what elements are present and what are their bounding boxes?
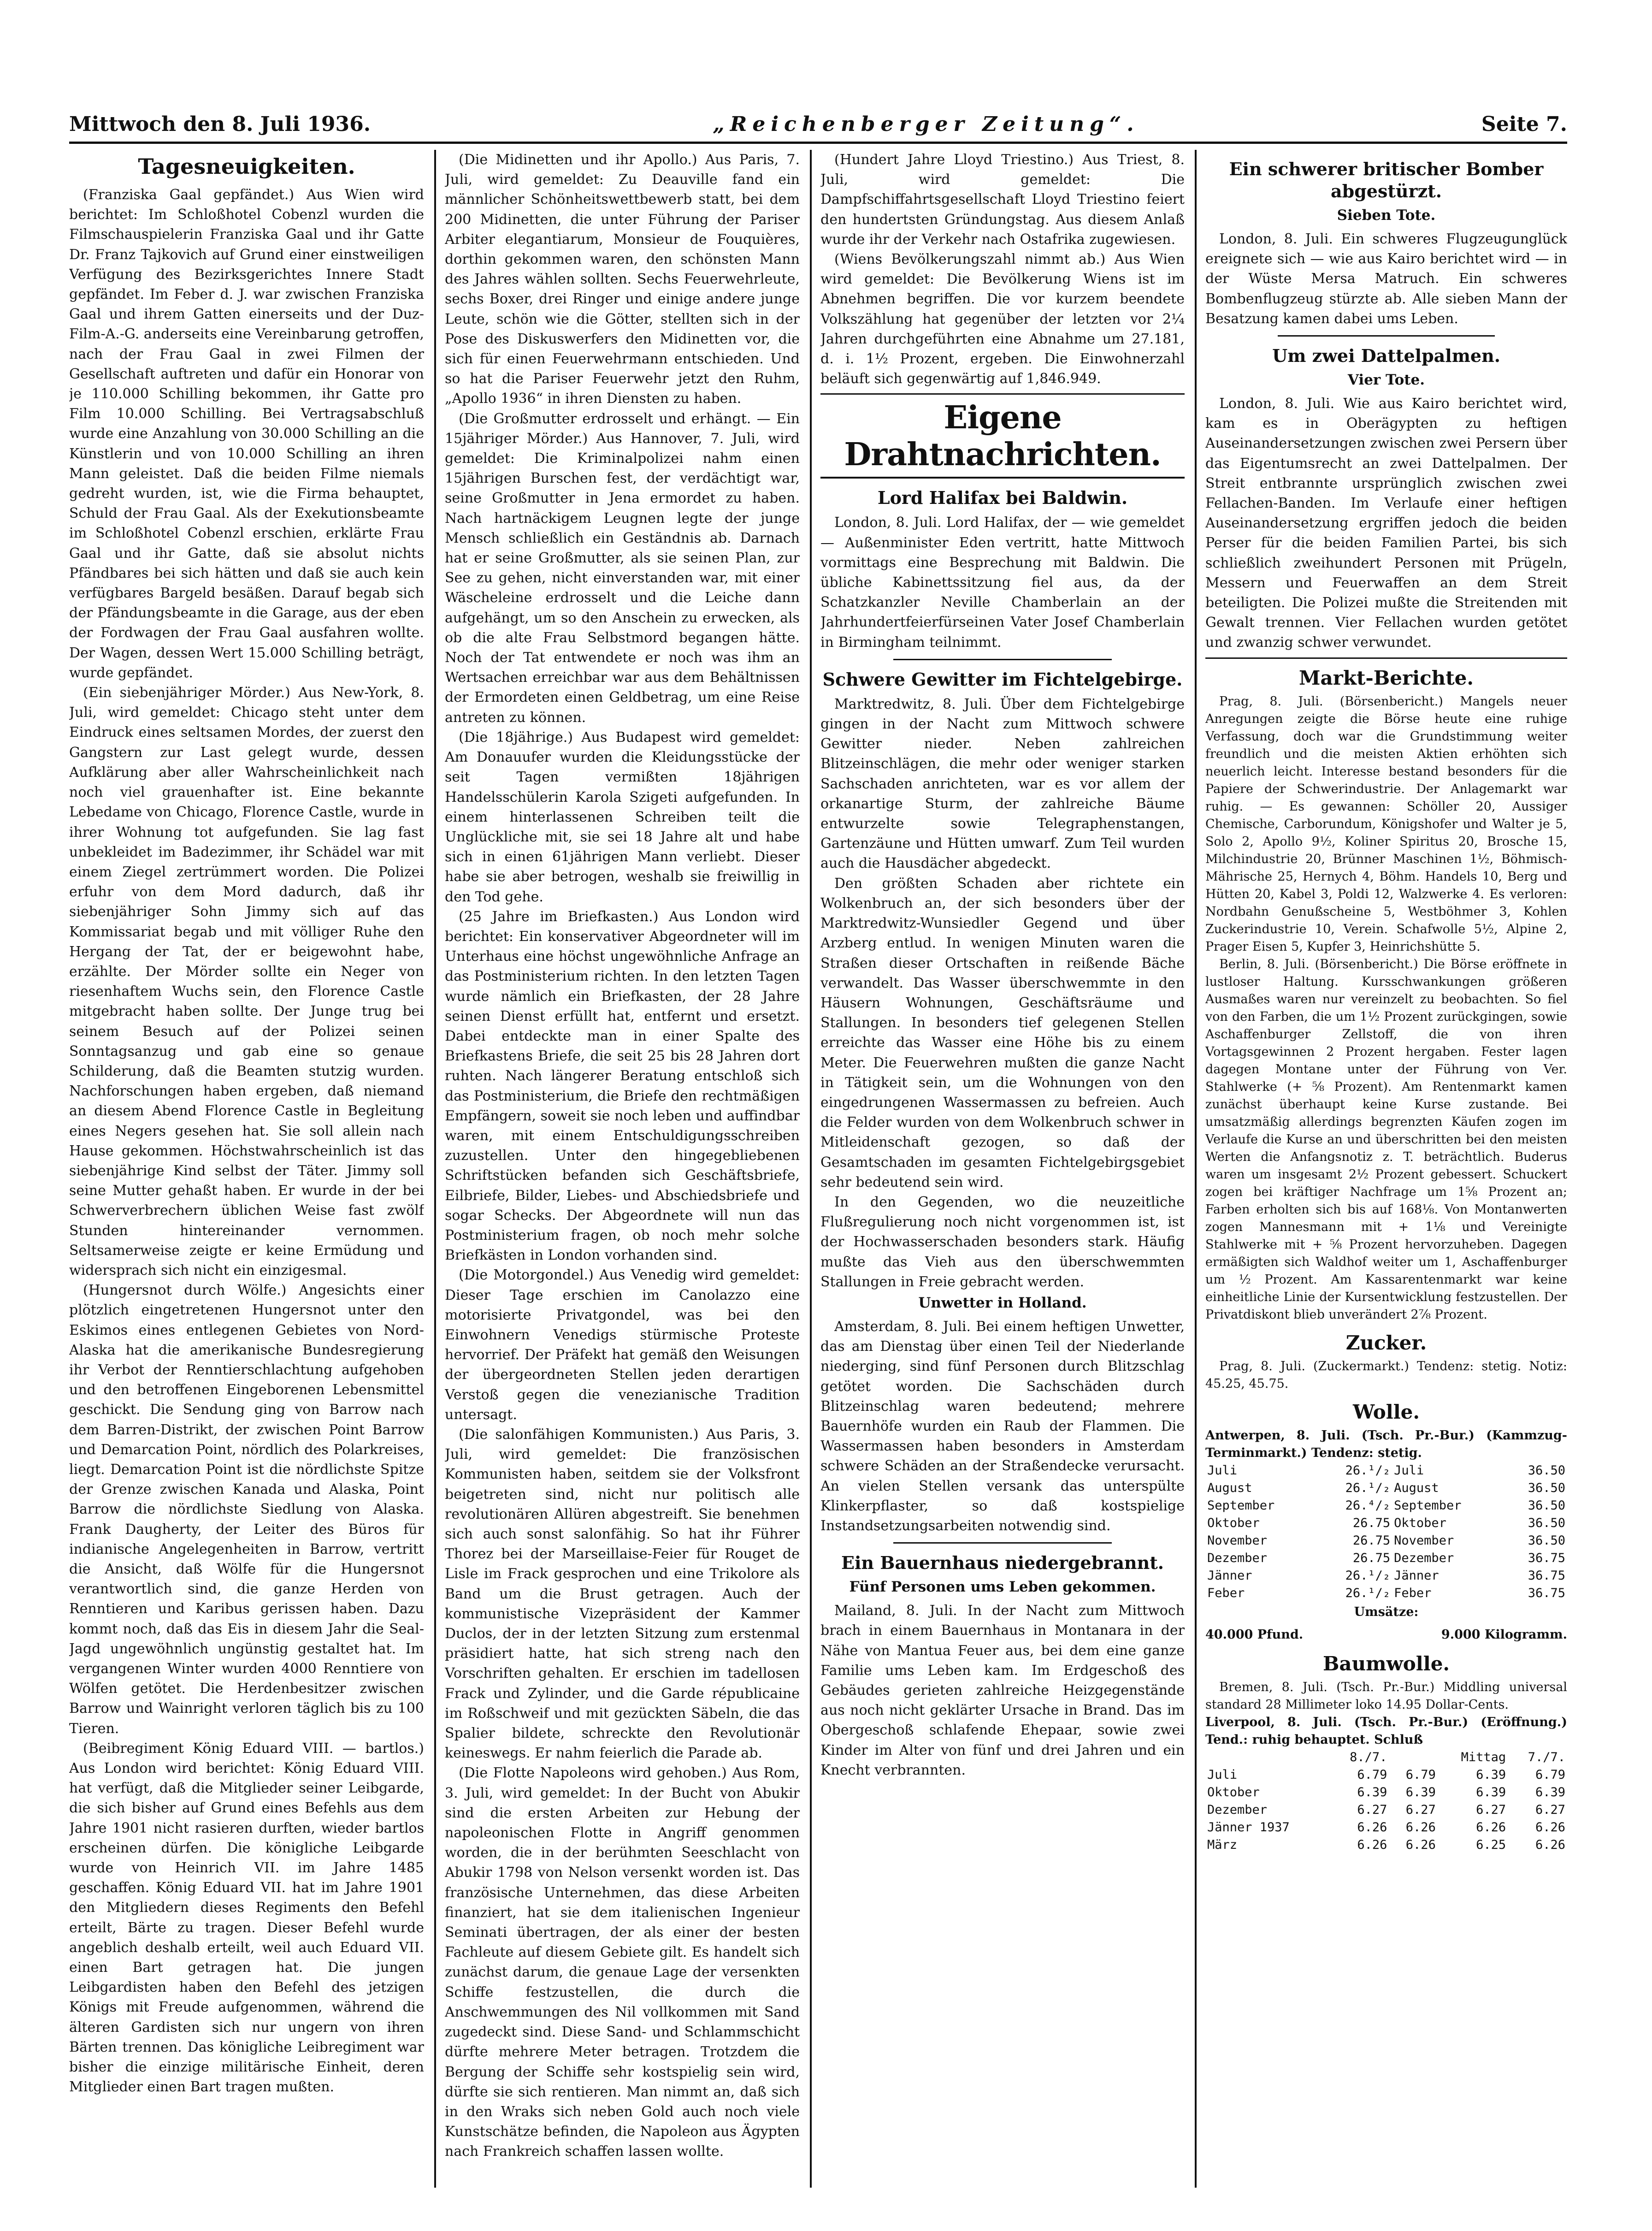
headline-bauernhaus: Ein Bauernhaus niedergebrannt.: [841, 1552, 1164, 1574]
article-bauernhaus: Mailand, 8. Juli. In der Nacht zum Mittwoch brach in einem Bauernhaus in Montanara in der Nähe von Mantua Feuer aus, bei dem eine ganze Familie ums Leben kam. Im Erdgeschoß des Gebäudes gerieten zahlreiche Heizgegenstände aus noch nicht geklärter Ursache in Brand. Das im Obergeschoß schlafende Ehepaar, sowie zwei Kinder im Alter von fünf und drei Jahren und ein Knecht verbrannten.: [820, 1603, 1185, 1778]
section-title-tagesneuigkeiten: Tagesneuigkeiten.: [138, 154, 355, 179]
umsaetze-label: Umsätze:: [1354, 1604, 1419, 1619]
liverpool-cell: 6.27: [1476, 1803, 1506, 1817]
wolle-cell: September: [1394, 1498, 1462, 1513]
column-1: [69, 150, 424, 2188]
wolle-cell: 36.75: [1528, 1550, 1565, 1565]
headline-dattelpalmen: Um zwei Dattelpalmen.: [1272, 345, 1500, 367]
wolle-cell: September: [1207, 1498, 1275, 1513]
article-leibregiment: (Beibregiment König Eduard VIII. — bartlos.) Aus London wird berichtet: König Eduard VIII. hat verfügt, daß die Mitglieder seiner Leibgarde, die sich bisher auf Grund eines Befehls aus dem Jahre 1901 nicht rasieren durften, wieder bartlos erscheinen dürfen. Die königliche Leibgarde wurde von Heinrich VII. im Jahre 1485 geschaffen. König Eduard VII. hat im Jahre 1901 den Mitgliedern dieses Regiments den Befehl erteilt, Bärte zu tragen. Dieser Befehl wurde angeblich deshalb erteilt, weil auch Eduard VII. einen Bart getragen hat. Die jungen Leibgardisten haben den Befehl des jetzigen Königs mit Freude aufgenommen, während die älteren Gardisten sich nur ungern von ihren Bärten trennen. Das königliche Leibregiment war bisher die einzige militärische Einheit, deren Mitglieder einen Bart tragen mußten.: [69, 1740, 424, 2095]
wolle-cell: August: [1207, 1480, 1252, 1495]
wolle-row: [1205, 1462, 1567, 1479]
article-gaal: (Franziska Gaal gepfändet.) Aus Wien wird berichtet: Im Schloßhotel Cobenzl wurden die Filmschauspielerin Franziska Gaal und ihr Gatte Dr. Franz Tajkovich auf Grund einer einstweiligen Verfügung des Bezirksgerichtes Innere Stadt gepfändet. Im Feber d. J. war zwischen Franziska Gaal und ihrem Gatten einerseits und der Duz-Film-A.-G. anderseits eine Vereinbarung getroffen, nach der Frau Gaal in zwei Filmen der Gesellschaft auftreten und dafür ein Honorar von je 110.000 Schilling bekommen, ihr Gatte pro Film 10.000 Schilling. Bei Vertragsabschluß wurde eine Anzahlung von 30.000 Schilling an die Künstlerin und von 10.000 Schilling an ihren Mann geleistet. Daß die beiden Filme niemals gedreht wurden, ist, wie die Firma behauptet, Schuld der Frau Gaal. Als der Exekutionsbeamte im Schloßhotel Cobenzl erschien, erklärte Frau Gaal und ihr Gatte, daß sie absolut nichts Pfändbares bei sich hätten und daß sie auch kein verfügbares Bargeld besäßen. Darauf begab sich der Pfändungsbeamte in die Garage, aus der eben der Fordwagen der Frau Gaal ausfahren wollte. Der Wagen, dessen Wert 15.000 Schilling beträgt, wurde gepfändet.: [69, 187, 424, 681]
wolle-cell: Juli: [1207, 1463, 1238, 1478]
page-header: [69, 104, 1567, 136]
article-hungersnot: (Hungersnot durch Wölfe.) Angesichts einer plötzlich eingetretenen Hungersnot unter den Eskimos eines entlegenen Gebietes von Nord-Alaska hat die amerikanische Bundesregierung ihr Verbot der Renntierschlachtung aufgehoben und den betroffenen Eingeborenen Lebensmittel geschickt. Die Sendung ging von Barrow nach dem Barren-Distrikt, der zwischen Point Barrow und Demarcation Point, nördlich des Polarkreises, liegt. Demarcation Point ist die nördlichste Spitze der Grenze zwischen Kanada und Alaska, Point Barrow die nördlichste Siedlung von Alaska. Frank Daugherty, der Leiter des Büros für indianische Angelegenheiten in Barrow, vertritt die Ansicht, daß Wölfe für die Hungersnot verantwortlich sind, die ganze Herden von Renntieren und Karibus gerissen haben. Dazu kommt noch, daß das Eis in diesem Jahr die Seal-Jagd ungewöhnlich ungünstig gestaltet hat. Im vergangenen Winter wurden 4000 Renntiere von Wölfen getötet. Die Herdenbesitzer zwischen Barrow und Wainright verloren täglich bis zu 100 Tieren.: [69, 1282, 424, 1737]
wolle-cell: November: [1207, 1533, 1268, 1548]
headline-holland: Unwetter in Holland.: [918, 1294, 1087, 1311]
liverpool-row: [1205, 1801, 1567, 1819]
banner-drahtnachrichten: Eigene Drahtnachrichten.: [820, 399, 1185, 479]
wolle-cell: 26.¹/₂: [1345, 1568, 1391, 1583]
liverpool-cell: 6.26: [1357, 1820, 1387, 1835]
liverpool-cell: März: [1207, 1838, 1238, 1852]
article-kommunisten: (Die salonfähigen Kommunisten.) Aus Paris, 3. Juli, wird gemeldet: Die französischen Kommunisten haben, seitdem sie der Volksfront beigetreten sind, nicht nur politisch alle revolutionären Allüren abgestreift. Sie benehmen sich auch sonst salonfähig. So hat ihr Führer Thorez bei der Marseillaise-Feier für Rouget de Lisle im Frack gesprochen und eine Trikolore als Band um die Brust getragen. Auch der kommunistische Vizepräsident der Kammer Duclos, der in der letzten Sitzung zum erstenmal präsidiert hatte, hat sich streng nach den Vorschriften gehalten. Er erschien im tadellosen Frack und Zylinder, und die Garde républicaine im Roßschweif und mit gezückten Säbeln, die das Spalier bildete, schreckte den Revolutionär keineswegs. Er nahm feierlich die Parade ab.: [445, 1426, 800, 1762]
divider: [820, 393, 1185, 395]
article-dattelpalmen: London, 8. Juli. Wie aus Kairo berichtet wird, kam es in Oberägypten zu heftigen Auseinandersetzungen zwischen zwei Persern über das Eigentumsrecht an zwei Dattelpalmen. Der Streit entbrannte ursprünglich zwischen zwei Fellachen-Banden. Im Verlaufe einer heftigen Auseinandersetzung ergriffen jedoch die beiden Perser für die beiden Familien Partei, bis sich schließlich zweihundert Personen mit Prügeln, Messern und Feuerwaffen an dem Streit beteiligten. Die Polizei mußte die Streitenden mit Gewalt trennen. Vier Fellachen wurden getötet und zwanzig schwer verwundet.: [1205, 396, 1567, 651]
article-flotte-napoleons: (Die Flotte Napoleons wird gehoben.) Aus Rom, 3. Juli, wird gemeldet: In der Bucht von Abukir sind die ersten Arbeiten zur Hebung der napoleonischen Flotte in Angriff genommen worden, die in der berühmten Seeschlacht von Abukir 1798 von Nelson versenkt worden ist. Das französische Unternehmen, das diese Arbeiten finanziert, hat sie dem italienischen Ingenieur Seminati übertragen, der als einer der besten Fachleute auf diesem Gebiete gilt. Es handelt sich zunächst darum, die genaue Lage der versenkten Schiffe festzustellen, die durch die Anschwemmungen des Nil vollkommen mit Sand zugedeckt sind. Diese Sand- und Schlammschicht dürfte mehrere Meter betragen. Trotzdem die Bergung der Schiffe sehr kostspielig sein wird, dürfte sie sich rentieren. Man nimmt an, daß sich in den Wraks sich neben Gold auch noch viele Kunstschätze befinden, die Napoleon aus Ägypten nach Frankreich schaffen lassen wollte.: [445, 1765, 800, 2160]
article-wien-bevoelkerung: (Wiens Bevölkerungszahl nimmt ab.) Aus Wien wird gemeldet: Die Bevölkerung Wiens ist im Abnehmen begriffen. Die vor kurzem beendete Volkszählung hat gegenüber der letzten vor 2¼ Jahren durchgeführten eine Abnahme um 27.181, d. i. 1½ Prozent, ergeben. Die Einwohnerzahl beläuft sich gegenwärtig auf 1,846.949.: [820, 251, 1185, 387]
umsaetze-left: 40.000 Pfund.: [1205, 1627, 1304, 1642]
headline-zucker: Zucker.: [1345, 1331, 1427, 1354]
liverpool-cell: 6.26: [1535, 1820, 1565, 1835]
wolle-cell: 36.50: [1528, 1498, 1565, 1513]
newspaper-page: [69, 104, 1567, 2192]
wolle-cell: November: [1394, 1533, 1454, 1548]
header-page-number: Seite 7.: [1481, 112, 1567, 136]
wolle-cell: 26.¹/₂: [1345, 1586, 1391, 1600]
liverpool-cell: 6.26: [1405, 1838, 1436, 1852]
column-divider: [1195, 150, 1197, 2188]
wolle-cell: 26.75: [1352, 1550, 1391, 1565]
report-bremen: Bremen, 8. Juli. (Tsch. Pr.-Bur.) Middling universal standard 28 Millimeter loko 14.95 Dollar-Cents.: [1205, 1680, 1567, 1712]
umsaetze-row: [1205, 1625, 1567, 1645]
subhead-dattelpalmen: Vier Tote.: [1347, 372, 1425, 389]
wolle-cell: 36.50: [1528, 1533, 1565, 1548]
liverpool-col-header: 7./7.: [1528, 1750, 1565, 1765]
liverpool-table-head: Liverpool, 8. Juli. (Tsch. Pr.-Bur.) (Eröffnung.) Tend.: ruhig behauptet. Schluß: [1205, 1715, 1567, 1747]
report-zucker: Prag, 8. Juli. (Zuckermarkt.) Tendenz: stetig. Notiz: 45.25, 45.75.: [1205, 1359, 1567, 1391]
liverpool-row: [1205, 1766, 1567, 1784]
article-lloyd-triestino: (Hundert Jahre Lloyd Triestino.) Aus Triest, 8. Juli, wird gemeldet: Die Dampfschiffahrtsgesellschaft Lloyd Triestino feiert den hundertsten Gründungstag. Aus diesem Anlaß wurde ihr der Verkehr nach Ostafrika zugewiesen.: [820, 152, 1185, 248]
header-rule: [69, 142, 1567, 144]
wolle-cell: Feber: [1207, 1586, 1245, 1600]
wolle-cell: Dezember: [1394, 1550, 1454, 1565]
wolle-cell: Feber: [1394, 1586, 1432, 1600]
article-briefkasten: (25 Jahre im Briefkasten.) Aus London wird berichtet: Ein konservativer Abgeordneter will im Unterhaus eine höchst ungewöhnliche Anfrage an das Postministerium richten. In den letzten Tagen wurde nämlich ein Briefkasten, der 28 Jahre seinen Dienst erfüllt hat, entfernt und ersetzt. Dabei entdeckte man in einer Spalte des Briefkastens Briefe, die seit 25 bis 28 Jahren dort ruhten. Nach längerer Beratung entschloß sich das Postministerium, die Briefe den rechtmäßigen Empfängern, soweit sie noch leben und auffindbar waren, mit einem Entschuldigungsschreiben zuzustellen. Unter den hingegebliebenen Schriftstücken befanden sich Geschäftsbriefe, Eilbriefe, Bilder, Liebes- und Abschiedsbriefe und sogar Schecks. Der Abgeordnete will nun das Postministerium fragen, ob noch mehr solche Briefkästen in London vorhanden sind.: [445, 908, 800, 1264]
wolle-cell: Juli: [1394, 1463, 1424, 1478]
liverpool-cell: 6.26: [1357, 1838, 1387, 1852]
header-date: Mittwoch den 8. Juli 1936.: [69, 112, 371, 136]
article-gewitter-1: Marktredwitz, 8. Juli. Über dem Fichtelgebirge gingen in der Nacht zum Mittwoch schwere Gewitter nieder. Neben zahlreichen Blitzeinschlägen, die mehr oder weniger starken Sachschaden anrichteten, war es vor allem der orkanartige Sturm, der zahlreiche Bäume entwurzelte sowie Telegraphenstangen, Gartenzäune und Hütten umwarf. Zum Teil wurden auch die Hausdächer abgedeckt.: [820, 696, 1185, 872]
article-moerder: (Ein siebenjähriger Mörder.) Aus New-York, 8. Juli, wird gemeldet: Chicago steht unter dem Eindruck eines seltsamen Mordes, der zuerst den Gangstern zur Last gelegt wurde, dessen Aufklärung aber aller Wahrscheinlichkeit nach noch viel grauenhafter ist. Eine bekannte Lebedame von Chicago, Florence Castle, wurde in ihrer Wohnung tot aufgefunden. Sie lag fast unbekleidet im Badezimmer, ihr Schädel war mit einem Ziegel zertrümmert worden. Die Polizei erfuhr von dem Mord dadurch, daß ihr siebenjähriger Sohn Jimmy sich auf das Kommissariat begab und mit völliger Ruhe den Hergang der Tat, der er beigewohnt habe, erzählte. Der Mörder sollte ein Neger von riesenhaftem Wuchs sein, den Florence Castle mitgebracht haben sollte. Der Junge trug bei seinem Besuch auf der Polizei seinen Sonntagsanzug und gab eine so genaue Schilderung, daß die Beamten stutzig wurden. Nachforschungen haben ergeben, daß niemand an diesem Abend Florence Castle in Begleitung eines Negers gesehen hat. Sie soll allein nach Hause gekommen. Höchstwahrscheinlich ist das siebenjährige Kind selbst der Täter. Jimmy soll seine Mutter gehaßt haben. Er wurde in der bei Schwerverbrechern üblichen Weise fast zwölf Stunden hintereinander vernommen. Seltsamerweise zeigte er keine Ermüdung und widersprach sich nicht ein einzigesmal.: [69, 685, 424, 1278]
liverpool-cell: 6.25: [1476, 1838, 1506, 1852]
column-4: [1205, 150, 1567, 2188]
wolle-row: [1205, 1585, 1567, 1602]
divider: [1278, 335, 1495, 337]
wolle-cell: Jänner: [1207, 1568, 1252, 1583]
liverpool-cell: Jänner 1937: [1207, 1820, 1290, 1835]
liverpool-row: [1205, 1836, 1567, 1854]
wolle-cell: 26.¹/₂: [1345, 1463, 1391, 1478]
wolle-cell: 36.50: [1528, 1463, 1565, 1478]
article-18jaehrige: (Die 18jährige.) Aus Budapest wird gemeldet: Am Donauufer wurden die Kleidungsstücke der seit Tagen vermißten 18jährigen Handelsschülerin Karola Szigeti aufgefunden. In einem hinterlassenen Schreiben teilt die Unglückliche mit, sie sei 18 Jahre alt und habe sich in einen 61jährigen Mann verliebt. Dieser habe sie aber betrogen, weshalb sie freiwillig in den Tod gehe.: [445, 729, 800, 905]
divider: [893, 659, 1112, 660]
wolle-table: [1205, 1462, 1567, 1602]
liverpool-cell: Oktober: [1207, 1785, 1260, 1800]
headline-bomber: Ein schwerer britischer Bomber abgestürzt.: [1229, 159, 1544, 201]
liverpool-cell: 6.26: [1535, 1838, 1565, 1852]
wolle-cell: August: [1394, 1480, 1439, 1495]
headline-gewitter: Schwere Gewitter im Fichtelgebirge.: [822, 669, 1183, 690]
wolle-cell: 36.75: [1528, 1568, 1565, 1583]
divider: [1205, 657, 1567, 659]
divider: [893, 1542, 1112, 1544]
liverpool-cell: 6.27: [1405, 1803, 1436, 1817]
wolle-table-head: Antwerpen, 8. Juli. (Tsch. Pr.-Bur.) (Kammzug-Terminmarkt.) Tendenz: stetig.: [1205, 1428, 1567, 1460]
liverpool-cell: Dezember: [1207, 1803, 1268, 1817]
article-gewitter-2: Den größten Schaden aber richtete ein Wolkenbruch an, der sich besonders über der Marktredwitz-Wunsiedler Gegend und über Arzberg entlud. In wenigen Minuten waren die Straßen dieser Ortschaften in reißende Bäche verwandelt. Das Wasser überschwemmte in den Häusern Wohnungen, Geschäftsräume und Stallungen. In besonders tief gelegenen Stellen erreichte das Wasser eine Höhe bis zu einem Meter. Die Feuerwehren mußten die ganze Nacht in Tätigkeit sein, um die Wohnungen von den eingedrungenen Wassermassen zu befreien. Auch die Felder wurden von dem Wolkenbruch schwer in Mitleidenschaft gezogen, so daß der Gesamtschaden im gesamten Fichtelgebirgsgebiet sehr bedeutend sein wird.: [820, 875, 1185, 1190]
liverpool-row: [1205, 1784, 1567, 1801]
wolle-cell: Oktober: [1394, 1515, 1446, 1530]
liverpool-cell: 6.27: [1535, 1803, 1565, 1817]
wolle-cell: Jänner: [1394, 1568, 1439, 1583]
headline-wolle: Wolle.: [1352, 1400, 1420, 1423]
wolle-cell: Oktober: [1207, 1515, 1260, 1530]
liverpool-col-header: 8./7.: [1350, 1750, 1387, 1765]
wolle-cell: 26.¹/₂: [1345, 1480, 1391, 1495]
column-divider: [810, 150, 812, 2188]
liverpool-col-header: [1205, 1749, 1330, 1766]
wolle-cell: 26.75: [1352, 1515, 1391, 1530]
liverpool-cell: 6.79: [1357, 1768, 1387, 1782]
liverpool-cell: 6.27: [1357, 1803, 1387, 1817]
header-paper-name: „Reichenberger Zeitung“.: [713, 112, 1139, 136]
headline-baumwolle: Baumwolle.: [1322, 1652, 1450, 1675]
liverpool-cell: 6.39: [1476, 1785, 1506, 1800]
wolle-row: [1205, 1497, 1567, 1515]
umsaetze-right: 9.000 Kilogramm.: [1441, 1627, 1567, 1642]
liverpool-cell: 6.39: [1476, 1768, 1506, 1782]
wolle-row: [1205, 1532, 1567, 1550]
liverpool-cell: 6.26: [1476, 1820, 1506, 1835]
liverpool-cell: 6.39: [1535, 1785, 1565, 1800]
article-midinetten: (Die Midinetten und ihr Apollo.) Aus Paris, 7. Juli, wird gemeldet: Zu Deauville fand ein männlicher Schönheitswettbewerb statt, bei dem 200 Midinetten, die unter Führung der Pariser Arbiter elegantiarum, Monsieur de Fouquières, dorthin gekommen waren, den schönsten Mann des Jahres wählen sollten. Sechs Feuerwehrleute, sechs Boxer, drei Ringer und einige andere junge Leute, schön wie die Götter, stellten sich in der Pose des Diskuswerfers den Midinetten vor, die sich für einen Feuerwehrmann entschieden. Und so hat die Pariser Feuerwehr jetzt den Ruhm, „Apollo 1936“ in ihren Diensten zu haben.: [445, 152, 800, 407]
wolle-cell: 26.⁴/₂: [1345, 1498, 1391, 1513]
article-holland: Amsterdam, 8. Juli. Bei einem heftigen Unwetter, das am Dienstag über einen Teil der Niederlande niederging, sind fünf Personen durch Blitzschlag getötet worden. Die Sachschäden durch Blitzeinschlag waren bedeutend; mehrere Bauernhöfe wurden ein Raub der Flammen. Die Wassermassen haben besonders in Amsterdam schwere Schäden an der Straßendecke verursacht. An vielen Stellen versank das unterspülte Klinkerpflaster, so daß kostspielige Instandsetzungsarbeiten notwendig sind.: [820, 1318, 1185, 1534]
liverpool-cell: 6.79: [1405, 1768, 1436, 1782]
wolle-cell: 36.50: [1528, 1515, 1565, 1530]
wolle-cell: 36.75: [1528, 1586, 1565, 1600]
wolle-row: [1205, 1479, 1567, 1497]
article-bomber: London, 8. Juli. Ein schweres Flugzeugunglück ereignete sich — wie aus Kairo berichtet wird — in der Wüste Mersa Matruch. Ein schweres Bombenflugzeug stürzte ab. Alle sieben Mann der Besatzung kamen dabei ums Leben.: [1205, 231, 1567, 327]
wolle-row: [1205, 1515, 1567, 1532]
wolle-cell: 26.75: [1352, 1533, 1391, 1548]
liverpool-col-header: [1389, 1749, 1437, 1766]
column-2: [445, 150, 800, 2188]
headline-halifax: Lord Halifax bei Baldwin.: [877, 487, 1128, 509]
article-gewitter-3: In den Gegenden, wo die neuzeitliche Flußregulierung noch nicht vorgenommen ist, ist der Hochwasserschaden besonders stark. Häufig mußte das Vieh aus den überschwemmten Stallungen in Freie gebracht werden.: [820, 1194, 1185, 1290]
article-grossmutter: (Die Großmutter erdrosselt und erhängt. — Ein 15jähriger Mörder.) Aus Hannover, 7. Juli, wird gemeldet: Die Kriminalpolizei nahm einen 15jährigen Burschen fest, der verdächtigt war, seine Großmutter in Jena ermordet zu haben. Nach hartnäckigem Leugnen legte der junge Mensch schließlich ein Geständnis ab. Darnach hat er seine Großmutter, als sie seinen Plan, zur See zu gehen, nicht einverstanden war, mit einer Wäscheleine erdrosselt und die Leiche dann aufgehängt, um so den Anschein zu erwecken, als ob die alte Frau Selbstmord begangen hätte. Noch der Tat entwendete er noch was ihm an Wertsachen erreichbar war aus dem Behältnissen der Ermordeten einen Geldbetrag, um eine Reise antreten zu können.: [445, 410, 800, 726]
column-3: [820, 150, 1185, 2188]
headline-marktberichte: Markt-Berichte.: [1299, 666, 1474, 689]
liverpool-row: [1205, 1819, 1567, 1836]
column-divider: [434, 150, 436, 2188]
report-prag-boerse: Prag, 8. Juli. (Börsenbericht.) Mangels neuer Anregungen zeigte die Börse heute eine ruhige Verfassung, doch war die Grundstimmung weiter freundlich und die meisten Aktien erhöhten sich neuerlich leicht. Interesse bestand besonders für die Papiere der Schwerindustrie. Der Anlagemarkt war ruhig. — Es gewannen: Schöller 20, Aussiger Chemische, Carborundum, Königshofer und Walter je 5, Solo 2, Apollo 9½, Koliner Spiritus 20, Brosche 15, Milchindustrie 20, Brünner Maschinen 1½, Böhmisch-Mährische 25, Hernych 4, Böhm. Handels 10, Berg und Hütten 20, Kabel 3, Poldi 12, Walzwerke 4. Es verloren: Nordbahn Genußscheine 5, Westböhmer 3, Kohlen Zuckerindustrie 10, Verein. Schafwolle 5½, Alpine 2, Prager Eisen 5, Kupfer 3, Heinrichshütte 5.: [1205, 694, 1567, 954]
liverpool-cell: 6.79: [1535, 1768, 1565, 1782]
wolle-row: [1205, 1567, 1567, 1585]
wolle-cell: 36.50: [1528, 1480, 1565, 1495]
subhead-bomber: Sieben Tote.: [1337, 207, 1436, 224]
liverpool-cell: 6.39: [1357, 1785, 1387, 1800]
liverpool-table: [1205, 1749, 1567, 1854]
report-berlin-boerse: Berlin, 8. Juli. (Börsenbericht.) Die Börse eröffnete in lustloser Haltung. Kursschwankungen größeren Ausmaßes waren nur vereinzelt zu beobachten. So fiel von den Farben, die um 1½ Prozent zurückgingen, sowie Aschaffenburger Zellstoff, die von ihren Vortagsgewinnen 2 Prozent hergaben. Fester lagen dagegen Montane unter der Führung von Ver. Stahlwerke (+ ⅝ Prozent). Am Rentenmarkt kamen zunächst überhaupt keine Kurse zustande. Bei umsatzmäßig allerdings begrenzten Käufen zogen im Verlaufe die Kurse an und überschritten bei den meisten Werten die Anfangsnotiz z. T. beträchtlich. Buderus waren um insgesamt 2½ Prozent gebessert. Schuckert zogen bei kräftiger Nachfrage um 1⅝ Prozent an; Farben erholten sich bis auf 168⅛. Von Montanwerten zogen Mannesmann mit + 1⅛ und Vereinigte Stahlwerke mit + ⅝ Prozent hervorzuheben. Dagegen ermäßigten sich Waldhof weiter um 1, Aschaffenburger um ½ Prozent. Am Kassarentenmarkt war keine einheitliche Linie der Kursentwicklung festzustellen. Der Privatdiskont blieb unverändert 2⅞ Prozent.: [1205, 957, 1567, 1322]
wolle-row: [1205, 1550, 1567, 1567]
market-section: [1205, 667, 1567, 1854]
article-motorgondel: (Die Motorgondel.) Aus Venedig wird gemeldet: Dieser Tage erschien im Canolazzo eine motorisierte Privatgondel, was bei den Einwohnern Venedigs stürmische Proteste hervorrief. Der Präfekt hat gemäß den Weisungen der übergeordneten Stellen jeden derartigen Verstoß gegen die venezianische Tradition untersagt.: [445, 1267, 800, 1423]
liverpool-cell: 6.26: [1405, 1820, 1436, 1835]
liverpool-col-header: Mittag: [1461, 1750, 1506, 1765]
wolle-cell: Dezember: [1207, 1550, 1268, 1565]
article-halifax: London, 8. Juli. Lord Halifax, der — wie gemeldet — Außenminister Eden vertritt, hatte Mittwoch vormittags eine Besprechung mit Baldwin. Die übliche Kabinettssitzung fiel aus, da der Schatzkanzler Neville Chamberlain an der Jahrhundertfeierfürseinen Vater Josef Chamberlain in Birmingham teilnimmt.: [820, 515, 1185, 651]
liverpool-cell: Juli: [1207, 1768, 1238, 1782]
subhead-bauernhaus: Fünf Personen ums Leben gekommen.: [849, 1579, 1156, 1596]
liverpool-cell: 6.39: [1405, 1785, 1436, 1800]
